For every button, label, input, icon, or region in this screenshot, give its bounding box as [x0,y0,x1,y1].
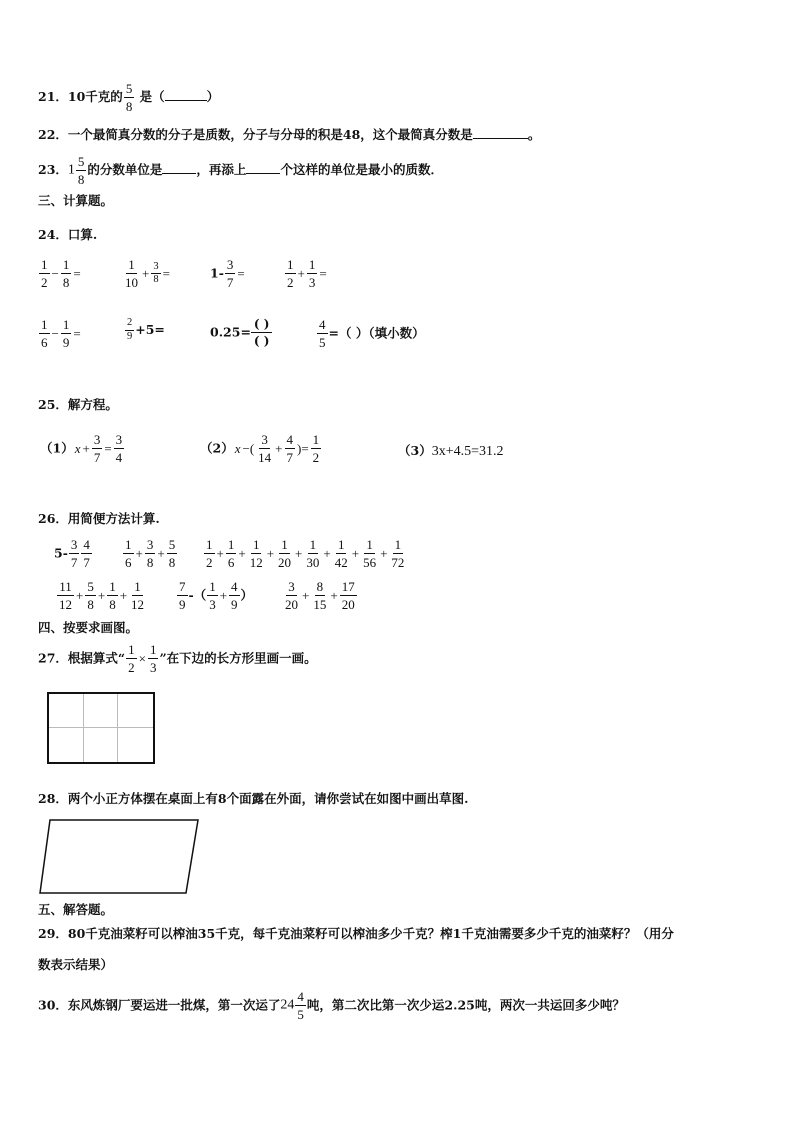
fraction [85,580,96,611]
fraction [69,538,80,569]
answer-blank [246,161,280,174]
fraction [167,538,178,569]
math-operator: + [380,545,388,561]
denominator: 10 [125,275,138,290]
text-segment: =（ ）（填小数） [328,325,425,341]
simplify-1 [54,538,93,569]
fraction [126,643,137,674]
numerator: 3 [226,257,234,272]
fraction [295,990,306,1021]
math-operator: + [330,587,338,603]
denominator: 8 [168,555,176,570]
math-operator: + [97,587,106,603]
numerator: 1 [109,579,116,594]
whole-number: 1 [67,162,75,178]
denominator: 8 [109,597,116,612]
text-segment: 一个最简真分数的分子是质数，分子与分母的积是48，这个最简真分数是 [67,127,473,142]
answer-blank [473,126,528,139]
text-segment: 个这样的单位是最小的质数． [280,162,443,177]
denominator: 7 [70,555,78,570]
fraction [311,580,328,611]
grid-cell [118,694,153,728]
fraction [285,258,296,289]
section-heading: 三、计算题。 [38,193,114,208]
fraction [57,580,74,611]
numerator: 1 [252,537,260,552]
numerator: 1 [366,537,373,552]
fraction [285,433,296,464]
denominator: 5 [297,1007,304,1022]
denominator: 4 [115,450,123,465]
math-operator: + [351,545,360,561]
math-operator: + [219,587,228,603]
math-operator: = [237,265,245,281]
text-segment: -（ [188,587,207,603]
numerator: 1 [62,317,70,332]
math-operator: − [51,265,59,281]
question-28: 28．两个小正方体摆在桌面上有8个面露在外面，请你尝试在如图中画出草图. [38,791,469,806]
numerator: 4 [297,989,304,1004]
question-27 [38,643,317,674]
fraction [92,433,103,464]
fraction [123,538,134,569]
text-segment: 30．东风炼钢厂要运进一批煤，第一次运了 [38,997,281,1013]
simplify-4 [56,580,147,611]
denominator: 7 [226,275,234,290]
math-operator: x [234,440,241,456]
question-29-line-1: 29．80千克油菜籽可以榨油35千克，每千克油菜籽可以榨油多少千克？榨1千克油需要多少千克的油菜籽？（用分 [38,926,674,941]
denominator: 7 [286,450,293,465]
simplify-2 [122,538,178,569]
numerator: 1 [206,537,213,552]
numerator: 1 [209,579,216,594]
text-segment: （1） [40,440,74,456]
math-operator: + [295,545,303,561]
denominator: 2 [312,450,320,465]
whole-number: 24 [280,997,295,1013]
denominator: 30 [306,555,320,570]
oral-calc-r1-4 [284,258,328,289]
fraction [256,433,273,464]
fraction [39,258,50,289]
numerator: 1 [309,537,317,552]
numerator: 1 [308,257,316,272]
numerator: 3 [115,432,123,447]
simplify-3 [203,538,407,569]
denominator: 20 [341,597,355,612]
math-operator: )= [297,440,309,456]
numerator: 1 [128,257,135,272]
denominator: 2 [287,275,294,290]
numerator: 5 [77,154,85,169]
text-segment: 23． [38,162,68,177]
drawing-rectangle [47,692,155,764]
denominator: 72 [391,555,405,570]
text-segment: ） [206,89,220,104]
fraction [61,258,72,289]
denominator: 12 [59,597,72,612]
numerator: 1 [125,537,132,552]
math-operator: − [51,325,59,341]
oral-calc-r2-4 [316,318,425,349]
fraction [145,538,156,569]
math-operator: + [323,545,331,561]
denominator: 6 [41,335,48,350]
denominator: 9 [231,597,238,612]
section-heading: 四、按要求画图。 [38,620,139,635]
denominator: 8 [87,597,94,612]
numerator: 1 [149,642,157,657]
fraction [225,258,236,289]
fraction [251,318,273,347]
math-operator: + [157,545,165,561]
math-operator: = [104,440,112,456]
simplify-6 [282,580,358,611]
math-operator: + [142,265,150,281]
numerator: 3 [146,537,154,552]
denominator: 12 [249,555,263,570]
numerator: 3 [261,432,268,447]
fraction [276,538,293,569]
text-segment: 是（ [135,89,165,104]
fraction [333,538,350,569]
numerator: 1 [312,432,320,447]
denominator: 3 [209,597,216,612]
fraction [39,318,50,349]
numerator: 1 [41,317,48,332]
numerator: ( ) [251,318,273,333]
fraction [283,580,300,611]
numerator: 1 [41,257,48,272]
grid-cell [118,728,153,762]
text-segment: 的分数单位是 [87,162,163,177]
numerator: 1 [287,257,294,272]
math-operator: = [73,265,81,281]
text-segment: 1- [210,265,224,281]
text-segment: +5= [135,322,165,337]
grid-cell [84,694,119,728]
numerator: 4 [286,432,293,447]
fraction [389,538,406,569]
text-segment: ） [240,587,254,603]
question-21 [38,82,219,113]
denominator: 8 [77,172,85,187]
denominator: 9 [127,330,133,342]
numerator: 1 [128,642,135,657]
equation-2 [200,433,322,464]
fraction [317,318,328,349]
fraction [129,580,146,611]
numerator: 8 [316,579,324,594]
parallelogram-table-figure [38,818,202,896]
fraction [311,433,322,464]
section-heading: 五、解答题。 [38,902,114,917]
denominator: ( ) [253,334,270,348]
answer-blank [162,161,196,174]
denominator: 7 [83,555,90,570]
math-operator: + [302,587,310,603]
oral-calc-r2-2 [124,318,165,342]
text-segment: 27． [38,650,68,666]
fraction [114,433,125,464]
oral-calc-r1-2 [122,258,171,289]
answer-blank [165,88,207,101]
text-segment: ”在下边的长方形里画一画。 [159,650,317,666]
math-operator: + [238,545,246,561]
question-30 [38,990,625,1021]
math-operator: + [76,587,84,603]
numerator: 17 [341,579,355,594]
text-segment: 吨，第二次比第一次少运2.25吨，两次一共运回多少吨？ [306,997,625,1013]
denominator: 2 [128,660,135,675]
numerator: 1 [134,579,141,594]
math-operator: x [74,440,81,456]
denominator: 20 [285,597,298,612]
denominator: 14 [258,450,272,465]
numerator: 11 [59,579,72,594]
numerator: 1 [62,257,70,272]
fraction [125,318,134,342]
question-24-title: 24．口算. [38,227,98,242]
math-operator: + [216,545,224,561]
oral-calc-r1-3 [210,258,246,289]
denominator: 15 [313,597,327,612]
numerator: 7 [179,579,186,594]
numerator: 5 [168,537,176,552]
fraction [307,258,318,289]
question-26-title: 26．用简便方法计算. [38,511,160,526]
denominator: 9 [179,597,186,612]
oral-calc-r2-1 [38,318,82,349]
numerator: 2 [125,318,134,331]
numerator: 4 [319,317,326,332]
numerator: 1 [394,537,402,552]
simplify-5 [176,580,253,611]
denominator: 3 [308,275,316,290]
text-segment: 10千克的 [67,89,123,104]
math-operator: + [266,545,275,561]
question-23 [38,155,443,186]
fraction [81,538,92,569]
fraction [204,538,215,569]
math-operator: = [162,265,170,281]
denominator: 56 [363,555,377,570]
text-segment: 根据算式“ [67,650,126,666]
denominator: 8 [146,555,154,570]
fraction [124,82,135,113]
fraction [107,580,118,611]
math-operator: −( [242,440,255,456]
denominator: 5 [319,335,326,350]
numerator: 1 [337,537,345,552]
numerator: 5 [87,579,94,594]
denominator: 2 [206,555,213,570]
question-25-title: 25．解方程。 [38,397,118,412]
numerator: 3 [70,537,78,552]
denominator: 20 [278,555,292,570]
math-operator: = [73,325,81,341]
denominator: 8 [62,275,70,290]
fraction [76,155,87,186]
denominator: 12 [131,597,145,612]
numerator: 1 [227,537,235,552]
question-number: 21． [38,89,68,104]
fraction [248,538,265,569]
equation-3 [398,443,504,460]
text-segment: （2） [200,440,234,456]
numerator: 5 [125,81,133,96]
denominator: 8 [153,274,159,285]
fraction [177,580,188,611]
denominator: 6 [125,555,132,570]
oral-calc-r1-1 [38,258,82,289]
grid-cell [49,694,84,728]
numerator: 4 [231,579,238,594]
text-segment: 3x+4.5=31.2 [431,444,504,459]
math-operator: + [297,265,305,281]
text-segment: ，再添上 [196,162,247,177]
fraction [151,262,160,286]
fraction [304,538,321,569]
fraction [207,580,218,611]
denominator: 7 [93,450,101,465]
math-operator: × [138,650,146,666]
fraction [229,580,240,611]
math-operator: + [82,440,90,456]
denominator: 2 [41,275,48,290]
fraction [226,538,237,569]
math-operator: = [319,265,327,281]
text-segment: （3） [398,443,432,458]
denominator: 6 [227,555,235,570]
grid-cell [49,728,84,762]
text-segment: 0.25= [210,324,251,340]
text-segment: 22． [38,127,68,142]
question-22 [38,126,540,143]
text-segment: 。 [527,127,541,142]
numerator: 4 [83,537,90,552]
question-29-line-2: 数表示结果） [38,957,114,972]
math-operator: + [135,545,143,561]
fraction [361,538,378,569]
math-operator: + [275,440,283,456]
numerator: 3 [288,579,295,594]
fraction [340,580,357,611]
grid-cell [84,728,119,762]
denominator: 42 [334,555,348,570]
fraction [148,643,159,674]
math-operator: + [119,587,128,603]
fraction [123,258,140,289]
fraction [61,318,72,349]
text-segment: 5- [54,545,68,561]
numerator: 1 [281,537,288,552]
denominator: 9 [62,335,70,350]
denominator: 8 [125,99,133,114]
denominator: 3 [149,660,157,675]
numerator: 3 [93,432,101,447]
equation-1 [40,433,125,464]
numerator: 3 [151,262,160,275]
oral-calc-r2-3 [210,318,272,347]
